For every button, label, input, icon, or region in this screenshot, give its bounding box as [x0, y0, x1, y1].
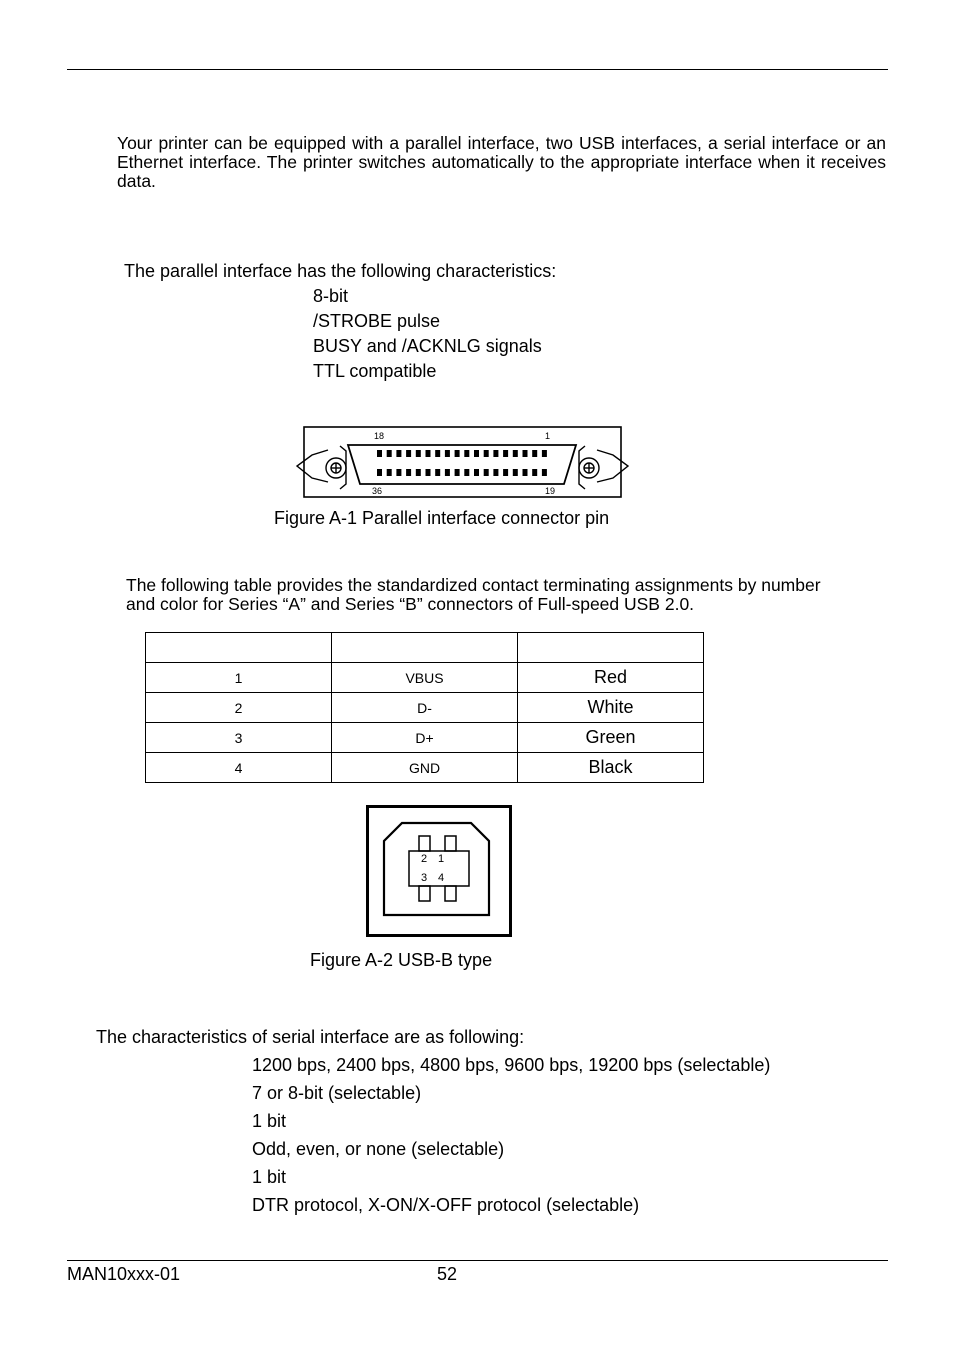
connector-pin: [387, 469, 392, 476]
color-cell: Green: [518, 723, 704, 753]
connector-pin: [377, 450, 382, 457]
pin-cell: 4: [146, 753, 332, 783]
connector-pin: [435, 469, 440, 476]
usb-pin-label-2: 2: [421, 853, 428, 865]
connector-pins: [377, 450, 547, 476]
connector-pin: [513, 450, 518, 457]
connector-pin: [426, 469, 431, 476]
connector-pin: [484, 469, 489, 476]
color-cell: Red: [518, 663, 704, 693]
parallel-item: BUSY and /ACKNLG signals: [313, 336, 542, 356]
connector-pin: [455, 450, 460, 457]
usb-pin-label-4: 4: [438, 872, 445, 884]
connector-pin: [396, 469, 401, 476]
connector-pin: [445, 469, 450, 476]
pin-cell: 1: [146, 663, 332, 693]
connector-pin: [396, 450, 401, 457]
header-cell: [332, 633, 518, 663]
connector-pin: [503, 469, 508, 476]
connector-pin: [503, 450, 508, 457]
connector-pin: [445, 450, 450, 457]
signal-cell: D-: [332, 693, 518, 723]
signal-cell: D+: [332, 723, 518, 753]
connector-pin: [523, 450, 528, 457]
footer-page-number: 52: [437, 1264, 458, 1284]
serial-item: 1 bit: [252, 1167, 287, 1187]
connector-pin: [416, 450, 421, 457]
parallel-connector-figure: [290, 422, 635, 502]
connector-pin: [532, 469, 537, 476]
color-cell: Black: [518, 753, 704, 783]
parallel-item: /STROBE pulse: [313, 311, 441, 331]
connector-pin: [416, 469, 421, 476]
footer-rule: [67, 1260, 888, 1261]
pin-label-36: 36: [372, 486, 383, 496]
connector-pin: [542, 469, 547, 476]
usb-pin-label-1: 1: [438, 853, 445, 865]
table-row: [146, 753, 704, 783]
table-header-row: [146, 633, 704, 663]
connector-pin: [523, 469, 528, 476]
connector-pin: [493, 469, 498, 476]
connector-pin: [387, 450, 392, 457]
connector-pin: [493, 450, 498, 457]
connector-pin: [474, 469, 479, 476]
parallel-lead: The parallel interface has the following characteristics:: [124, 261, 557, 281]
pin-cell: 2: [146, 693, 332, 723]
parallel-item: TTL compatible: [313, 361, 437, 381]
intro-paragraph: Your printer can be equipped with a parallel interface, two USB interfaces, a serial interface or an Ethernet interface. The printer switches automatically to the appropriate interface when it receives data.: [117, 133, 886, 191]
usb-pin-table: [145, 632, 704, 783]
pin-label-19: 19: [545, 486, 556, 496]
connector-pin: [532, 450, 537, 457]
connector-pin: [377, 469, 382, 476]
color-cell: White: [518, 693, 704, 723]
serial-item: 1 bit: [252, 1111, 287, 1131]
connector-pin: [455, 469, 460, 476]
connector-pin: [542, 450, 547, 457]
signal-cell: VBUS: [332, 663, 518, 693]
serial-item: 7 or 8-bit (selectable): [252, 1083, 422, 1103]
connector-pin: [484, 450, 489, 457]
table-row: [146, 663, 704, 693]
pin-label-18: 18: [374, 431, 385, 441]
figure-a1-caption: Figure A-1 Parallel interface connector pin: [274, 508, 610, 528]
connector-pin: [406, 469, 411, 476]
figure-a2-caption: Figure A-2 USB-B type: [310, 950, 493, 970]
connector-pin: [513, 469, 518, 476]
usb-lead: The following table provides the standardized contact terminating assignments by number and color for Series “A” and Series “B” connectors of Full-speed USB 2.0.: [126, 575, 821, 614]
connector-pin: [474, 450, 479, 457]
table-row: [146, 723, 704, 753]
table-row: [146, 693, 704, 723]
usb-b-connector-figure: [366, 805, 512, 937]
serial-lead: The characteristics of serial interface are as following:: [96, 1027, 525, 1047]
connector-pin: [426, 450, 431, 457]
connector-pin: [464, 450, 469, 457]
pin-label-1: 1: [545, 431, 551, 441]
connector-pin: [406, 450, 411, 457]
footer-doc-id: MAN10xxx-01: [67, 1264, 181, 1284]
header-cell: [146, 633, 332, 663]
signal-cell: GND: [332, 753, 518, 783]
header-cell: [518, 633, 704, 663]
pin-cell: 3: [146, 723, 332, 753]
serial-item: DTR protocol, X-ON/X-OFF protocol (selectable): [252, 1195, 640, 1215]
usb-pin-label-3: 3: [421, 872, 428, 884]
serial-item: 1200 bps, 2400 bps, 4800 bps, 9600 bps, 19200 bps (selectable): [252, 1055, 771, 1075]
parallel-item: 8-bit: [313, 286, 349, 306]
header-rule: [67, 69, 888, 70]
connector-pin: [435, 450, 440, 457]
serial-item: Odd, even, or none (selectable): [252, 1139, 505, 1159]
connector-pin: [464, 469, 469, 476]
